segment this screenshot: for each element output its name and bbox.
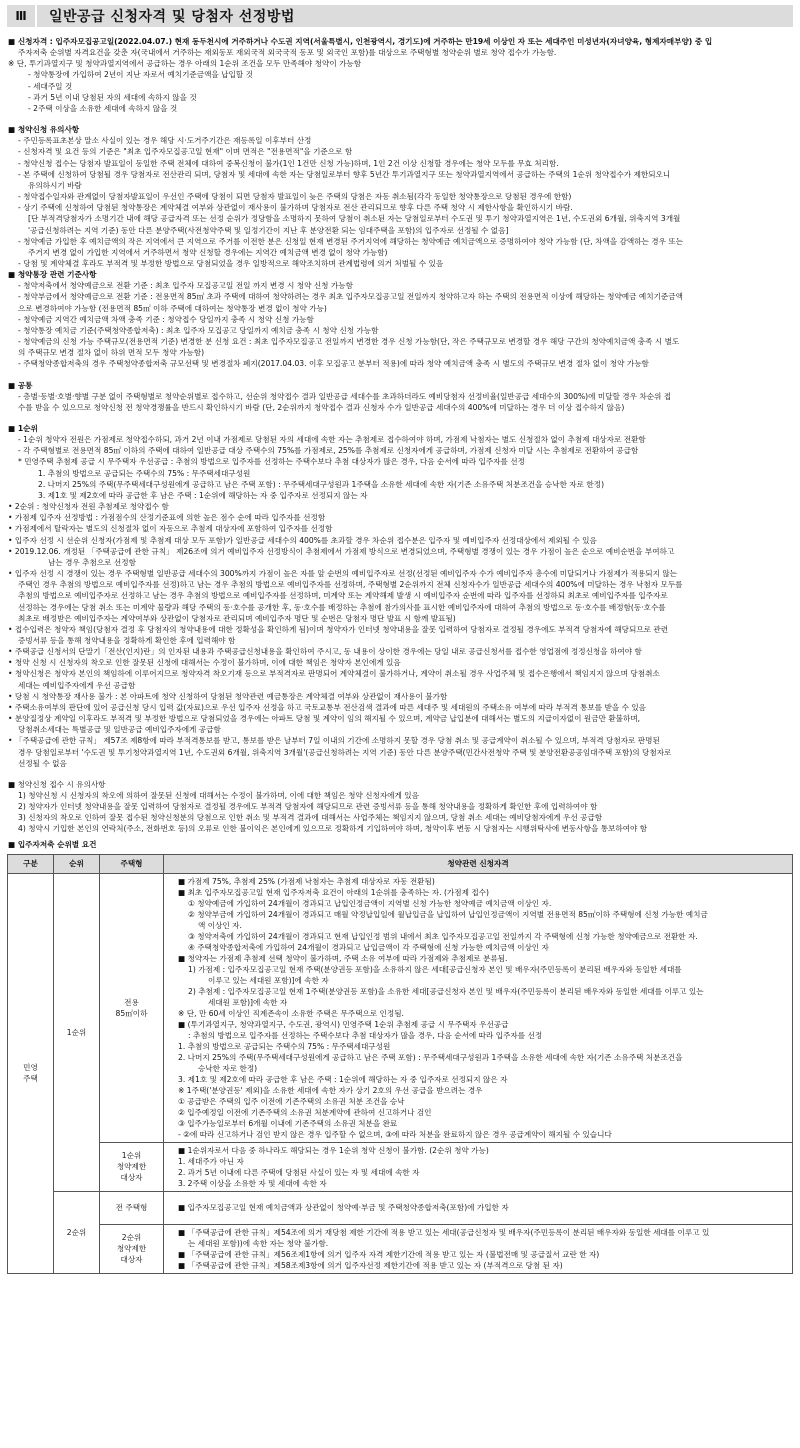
rank2-requirements bbox=[164, 1191, 793, 1224]
table-row bbox=[8, 1191, 793, 1224]
section-title: 일반공급 신청자격 및 당첨자 선정방법 bbox=[49, 9, 295, 25]
header-requirements: 청약관련 신청자격 bbox=[164, 854, 793, 873]
req-line: ■ 가점제 75%, 추첨제 25% (가점제 낙첨자는 추첨제 대상자로 자동 전환됨) bbox=[178, 876, 435, 886]
savings-account-rule: 으로 변경하여야 가능함 (전용면적 85㎡ 이하 주택에 대하여는 청약통장 변경 없이 청약 가능) bbox=[18, 303, 327, 313]
req-line: ■ 1순위자로서 다음 중 하나라도 해당되는 경우 1순위 청약 신청이 불가함. (2순위 청약 가능) bbox=[178, 1145, 489, 1155]
first-rank-rule: 남는 경우 추첨으로 선정함 bbox=[48, 557, 136, 567]
req-line: ※ 1주택('분양권등' 제외)을 소유한 세대에 속한 자가 상기 2호의 우선 공급을 받으려는 경우 bbox=[178, 1085, 483, 1095]
req-line: 3. 제1호 및 제2호에 따라 공급한 후 남은 주택 : 1순위에 해당하는 자 중 입주자로 선정되지 않은 자 bbox=[178, 1074, 508, 1084]
savings-account-rule: - 청약저축에서 청약예금으로 전환 기준 : 최초 입주자 모집공고일 전일 까지 변경 시 청약 신청 가능함 bbox=[18, 281, 353, 291]
first-rank-rule: 당첨취소세대는 특별공급 및 일반공급 예비입주자에게 공급함 bbox=[18, 725, 221, 735]
application-notes-section bbox=[8, 124, 792, 269]
header-type: 구분 bbox=[8, 854, 54, 873]
req-line: ② 청약부금에 가입하여 24개월이 경과되고 매월 약정납입일에 월납입금을 납입하여 납입인정금액이 지역별 전용면적 85㎡이하 주택형에 신청 가능한 예치금 bbox=[188, 909, 708, 919]
first-rank-rule: • 접수입력은 청약자 책임(당첨자 결정 후 당첨자의 청약내용에 대한 정확성을 확인하게 됨)이며 청약자가 인터넷 청약내용을 잘못 입력하여 당첨자로 결정될 경우에도 부적격 당첨자에 해당되므로 관련 bbox=[8, 624, 669, 634]
req-line: ■ 최초 입주자모집공고일 현재 입주자저축 요건이 아래의 1순위를 충족하는 자. (가점제 접수) bbox=[178, 887, 489, 897]
section-number: Ⅲ bbox=[7, 5, 37, 27]
first-rank-rule: • 청약신청은 청약자 본인의 책임하에 이루어지므로 청약자격 착오기재 등으로 부적격자로 판명되어 계약체결이 불가하거나, 계약이 취소될 경우 사업주체 및 접수은행에서 책임지지 않으며 당첨취소 bbox=[8, 669, 660, 679]
req-line: ① 공급받은 주택의 입주 이전에 기존주택의 소유권 처분 조건을 승낙 bbox=[178, 1096, 405, 1106]
req-line: 2. 과거 5년 이내에 다른 주택에 당첨된 사실이 있는 자 및 세대에 속한 자 bbox=[178, 1167, 420, 1177]
req-line: ※ 단, 만 60세 이상인 직계존속이 소유한 주택은 무주택으로 인정됨. bbox=[178, 1008, 404, 1018]
rank2-cell: 2순위 bbox=[54, 1191, 100, 1273]
application-note: - 본 주택에 신청하여 당첨될 경우 당첨자로 전산관리 되며, 당첨자 및 세대에 속한 자는 당첨일로부터 향후 5년간 투기과열지구 또는 청약과열지역에서 공급하는 주택의 1순위 청약접수가 제한되오니 bbox=[18, 169, 671, 179]
application-note: - 청약신청 접수는 당첨자 발표일이 동일한 주택 전체에 대하여 중복신청이 불가(1인 1건만 신청 가능)하며, 1인 2건 이상 신청할 경우에는 청약 모두를 무효 처리함. bbox=[18, 158, 559, 168]
rank2-restrict-requirements bbox=[164, 1224, 793, 1273]
first-rank-rule: • 주택공급 신청서의 단말기「전산(인지)란」의 인자된 내용과 주택공급신청내용을 확인하여 주시고, 동 내용이 상이한 경우에는 당일 내로 공급신청서를 접수한 영업점에 정정신청을 하여야 함 bbox=[8, 647, 642, 657]
first-rank-rule: • 청약 신청 시 신청자의 착오로 인한 잘못된 신청에 대해서는 수정이 불가하며, 이에 대한 책임은 청약자 본인에게 있음 bbox=[8, 658, 401, 668]
requirements-table-title: ■ 입주자저축 순위별 요건 bbox=[8, 839, 97, 849]
savings-account-rule: - 청약예금의 신청 가능 주택규모(전용면적 기준) 변경한 분 신청 요건 : 최초 입주자모집공고 전일까지 변경한 경우 신청 가능함(단, 작은 주택규모로 변경할 경우 해당 구간의 청약예치금액 충족 시 별도 bbox=[18, 337, 680, 347]
first-rank-rule: • 가점제에서 탈락자는 별도의 신청절차 없이 자동으로 추첨제 대상자에 포함하여 입주자를 선정함 bbox=[8, 524, 333, 534]
first-rank-rule: 1. 추첨의 방법으로 공급되는 주택수의 75% : 무주택세대구성원 bbox=[38, 468, 251, 478]
first-rank-rule: • 입주자 선정 시 경쟁이 있는 경우 주택형별 일반공급 세대수의 300%까지 가점이 높은 자를 앞 순번의 예비입주자로 선정(선정된 예비입주자 수가 예비입주자 총수에 미달되거나 가점제가 적용되지 않는 bbox=[8, 569, 677, 579]
first-rank-rule: 증빙서류 등을 통해 청약내용을 정확하게 확인한 후에 입력해야 함 bbox=[18, 635, 236, 645]
rank1-restrict-requirements bbox=[164, 1142, 793, 1191]
first-rank-rule: 선정될 수 없음 bbox=[18, 758, 67, 768]
requirements-table bbox=[7, 854, 793, 1274]
savings-account-rule: - 청약통장 예치금 기준(주택청약종합저축) : 최초 입주자 모집공고 당일까지 예치금 충족 시 청약 신청 가능함 bbox=[18, 325, 379, 335]
submission-note: 1) 청약신청 시 신청자의 착오에 의하여 잘못된 신청에 대해서는 수정이 불가하며, 이에 대한 책임은 청약 신청자에게 있음 bbox=[18, 791, 419, 800]
application-notes-title: ■ 청약신청 유의사항 bbox=[8, 125, 80, 135]
first-rank-rule: 3. 제1호 및 제2호에 따라 공급한 후 남은 주택 : 1순위에 해당하는 자 중 입주자로 선정되지 않는 자 bbox=[38, 490, 368, 500]
req-line: ④ 주택청약종합저축에 가입하여 24개월이 경과되고 납입금액이 각 주택형에 신청 가능한 예치금액 이상인 자 bbox=[188, 942, 549, 952]
first-rank-rule: - 1순위 청약자 전원은 가점제로 청약접수하되, 과거 2년 이내 가점제로 당첨된 자의 세대에 속한 자는 추첨제로 접수하여야 하며, 가점제 낙첨자는 별도 신청절차 없이 추첨제 대상자로 전환함 bbox=[18, 435, 646, 445]
req-line: ③ 입주가능일로부터 6개월 이내에 기존주택의 소유권 처분을 완료 bbox=[178, 1118, 398, 1128]
rank1-restrict-label: 1순위 청약제한 대상자 bbox=[100, 1142, 164, 1191]
req-line: 1. 세대주가 아닌 자 bbox=[178, 1156, 244, 1166]
application-note: '공급신청하려는 지역 기준) 동안 다른 분양주택(사전청약주택 및 일정기간이 지난 후 분양전환 되는 임대주택을 포함)의 입주자로 선정될 수 없음] bbox=[28, 225, 509, 235]
req-line: 1. 추첨의 방법으로 공급되는 주택수의 75% : 무주택세대구성원 bbox=[178, 1041, 391, 1051]
eligibility-condition: - 세대주일 것 bbox=[28, 81, 73, 91]
submission-notes-title: ■ 청약신청 접수 시 유의사항 bbox=[8, 779, 106, 789]
eligibility-line: ■ 신청자격 : 입주자모집공고일(2022.04.07.) 현재 동두천시에 거주하거나 수도권 지역(서울특별시, 인천광역시, 경기도)에 거주하는 만19세 이상인 자 또는 세대주인 미성년자(자녀양육, 형제자매부양) 중 입 bbox=[8, 37, 713, 46]
req-line: 2. 나머지 25%의 주택(무주택세대구성원에게 공급하고 남은 주택 포함) : 무주택세대구성원과 1주택을 소유한 세대에 속한 자(기존 소유주택 처분조건을 bbox=[178, 1052, 683, 1062]
first-rank-rule: 선정하는 경우에는 당첨 취소 또는 미계약 물량과 해당 주택의 동·호수를 공개한 후, 동·호수를 배정하는 추첨에 참가의사를 표시한 예비입주자에 대하여 추첨의 방법으로 동·호수를 배정함(동·호수를 bbox=[18, 602, 666, 612]
req-line: : 추첨의 방법으로 입주자를 선정하는 주택수보다 추첨 대상자가 많을 경우, 다음 순서에 따라 입주자를 선정 bbox=[188, 1030, 543, 1040]
common-section bbox=[8, 380, 792, 413]
req-line: ■ 「주택공급에 관한 규칙」제58조제3항에 의거 입주자선정 제한기간에 적용 받고 있는 자 (부적격으로 당첨 된 자) bbox=[178, 1260, 563, 1270]
first-rank-rule: 2. 나머지 25%의 주택(무주택세대구성원에게 공급하고 남은 주택 포함) : 무주택세대구성원과 1주택을 소유한 세대에 속한 자(기존 소유주택 처분조건을 승낙한 자로 한정) bbox=[38, 479, 605, 489]
house-type-cell: 민영 주택 bbox=[8, 873, 54, 1273]
application-note: [단 부적격당첨자가 소명기간 내에 해당 공급자격 또는 선정 순위가 정당함을 소명하지 못하여 당첨이 취소된 자는 당첨일로부터 수도권 및 투기 청약과열지역은 1년, 수도권외 6개월, 위축지역 3개월 bbox=[28, 214, 681, 224]
req-line: 2) 추첨제 : 입주자모집공고일 현재 1주택(분양권등 포함)을 소유한 세대[공급신청자 본인 및 배우자(주민등록이 분리된 배우자와 동일한 세대를 이루고 있는 bbox=[188, 986, 704, 996]
first-rank-rule: * 민영주택 추첨제 공급 시 무주택자 우선공급 : 추첨의 방법으로 입주자를 선정하는 주택수보다 추첨 대상자가 많은 경우, 다음 순서에 따라 입주자를 선정 bbox=[18, 457, 525, 467]
area-cell: 전용 85㎡이하 bbox=[100, 873, 164, 1142]
req-line: ③ 청약저축에 가입하여 24개월이 경과되고 현재 납입인정 범위 내에서 최초 입주자모집공고일 전일까지 각 주택형에 신청 가능한 청약예금으로 전환한 자. bbox=[188, 931, 698, 941]
eligibility-condition: - 과거 5년 이내 당첨된 자의 세대에 속하지 않을 것 bbox=[28, 92, 197, 102]
req-line: ■ 청약자는 가점제 추첨제 선택 청약이 불가하며, 주택 소유 여부에 따라 가점제와 추첨제로 분류됨. bbox=[178, 953, 508, 963]
rank1-requirements bbox=[164, 873, 793, 1142]
section-header bbox=[7, 5, 793, 27]
application-note: 유의하시기 바람 bbox=[28, 180, 82, 190]
req-line: ② 입주예정일 이전에 기존주택의 소유권 처분계약에 관하여 신고하거나 검인 bbox=[178, 1107, 432, 1117]
all-types-cell: 전 주택형 bbox=[100, 1191, 164, 1224]
rank2-restrict-label: 2순위 청약제한 대상자 bbox=[100, 1224, 164, 1273]
table-row bbox=[8, 873, 793, 1142]
first-rank-rule: 추첨의 방법으로 예비입주자로 선정하고 남는 경우 추첨의 방법으로 예비입주자를 선정하며, 미계약 또는 계약해제 발생 시 예비입주자 순번에 따라 입주자를 선정하되 최초로 예비입주자를 입주자로 bbox=[18, 591, 668, 601]
first-rank-rule: • 가점제 입주자 선정방법 : 가점점수의 산정기준표에 의한 높은 점수 순에 따라 입주자를 선정함 bbox=[8, 513, 326, 523]
first-rank-rule: • 입주자 선정 시 선순위 신청자(가점제 및 추첨제 대상 모두 포함)가 일반공급 세대수의 400%를 초과할 경우 차순위 접수분은 입주자 및 예비입주자 선정대상에서 제외될 수 있음 bbox=[8, 535, 597, 545]
first-rank-rule: 주택인 경우 추첨의 방법으로 예비입주자를 선정)하고 남는 경우 추첨의 방법으로 예비입주자를 선정하며, 주택형별 2순위까지 전체 신청자수가 일반공급 세대수의 400%에 미달하는 경우 낙첨자 모두를 bbox=[18, 580, 683, 590]
table-header-row bbox=[8, 854, 793, 873]
first-rank-rule: • 분양질정상 계약일 이후라도 부적격 및 부정한 방법으로 당첨되었을 경우에는 아파트 당첨 및 계약이 임의 해지될 수 있으며, 계약금 납입분에 대해서는 별도의 지급이자없이 원금만 환불하며, bbox=[8, 714, 641, 724]
savings-account-title: ■ 청약통장 관련 기준사항 bbox=[8, 270, 97, 280]
req-line: 액 이상인 자. bbox=[198, 920, 242, 930]
req-line: 는 세대원 포함))에 속한 자는 청약 불가함. bbox=[188, 1238, 329, 1248]
header-housing: 주택형 bbox=[100, 854, 164, 873]
first-rank-title: ■ 1순위 bbox=[8, 424, 38, 433]
savings-account-section bbox=[8, 269, 792, 369]
eligibility-section bbox=[8, 36, 792, 114]
req-line: ■ 입주자모집공고일 현재 예치금액과 상관없이 청약예·부금 및 주택청약종합저축(포함)에 가입한 자 bbox=[178, 1203, 509, 1213]
req-line: 세대원 포함)]에 속한 자 bbox=[208, 997, 288, 1007]
submission-notes-section bbox=[8, 779, 792, 835]
req-line: 승낙한 자로 한정) bbox=[198, 1063, 258, 1073]
rank1-cell: 1순위 bbox=[54, 873, 100, 1191]
table-row bbox=[8, 1224, 793, 1273]
req-line: ■ 「주택공급에 관한 규칙」제54조에 의거 재당첨 제한 기간에 적용 받고 있는 세대(공급신청자 및 배우자(주민등록이 분리된 배우자와 동일한 세대를 이루고 있 bbox=[178, 1227, 710, 1237]
table-row bbox=[8, 1142, 793, 1191]
common-rule: 수를 받을 수 있으므로 청약신청 전 청약경쟁률을 반드시 확인하시기 바람 (단, 2순위까지 청약접수 결과 신청자 수가 일반공급 세대수의 400%에 미달하는 경우 더 이상 접수하지 않음) bbox=[18, 402, 625, 412]
first-rank-rule: • 주택소유여부의 판단에 있어 공급신청 당시 입력 값(자료)으로 우선 입주자 선정을 하고 국토교통부 전산검색 결과에 따른 세대주 및 세대원의 주택소유 여부에 따라 부적격 통보를 받을 수 있음 bbox=[8, 702, 646, 712]
submission-note: 4) 청약시 기입한 본인의 연락처(주소, 전화번호 등)의 오류로 인한 불이익은 본인에게 있으므로 정확하게 기입하여야 하며, 청약이후 변동 시 당첨자는 시행위탁사에 변동사항을 통보하여야 함 bbox=[18, 824, 648, 834]
first-rank-rule: • 2019.12.06. 개정된 「주택공급에 관한 규칙」 제26조에 의거 예비입주자 선정방식이 추첨제에서 가점제 방식으로 변경되었으며, 주택형별 경쟁이 있는 경우 가점이 높은 순으로 예비순번을 부여하고 bbox=[8, 546, 675, 556]
eligibility-condition: - 2주택 이상을 소유한 세대에 속하지 않을 것 bbox=[28, 103, 178, 113]
req-line: 3. 2주택 이상을 소유한 자 및 세대에 속한 자 bbox=[178, 1178, 327, 1188]
req-line: ① 청약예금에 가입하여 24개월이 경과되고 납입인정금액이 지역별 신청 가능한 청약예금 예치금액 이상인 자. bbox=[188, 898, 552, 908]
req-line: 이루고 있는 세대원 포함)]에 속한 자 bbox=[208, 975, 329, 985]
first-rank-rule: - 각 주택형별로 전용면적 85㎡ 이하의 주택에 대하여 일반공급 대상 주택수의 75%를 가점제로, 25%를 추첨제로 신청자에게 공급하며, 가점제 신청자 미달 시는 추첨제로 전환하여 공급함 bbox=[18, 446, 639, 456]
first-rank-rule: 최초로 배정받은 예비입주자는 계약여부와 상관없이 당첨자로 관리되며 예비입주자 명단 및 순번은 당첨자 명단 발표 시 함께 발표됨) bbox=[18, 613, 456, 623]
req-line: - ②에 따라 신고하거나 검인 받지 않은 경우 입주할 수 없으며, ③에 따라 처분을 완료하지 않은 경우 공급계약이 해지될 수 있습니다 bbox=[178, 1129, 612, 1139]
first-rank-rule: 세대는 예비입주자에게 우선 공급함 bbox=[18, 680, 136, 690]
application-note: - 주민등록표초본상 말소 사실이 있는 경우 해당 시·도거주기간은 재등록일 이후부터 산정 bbox=[18, 136, 312, 146]
application-note: - 상기 주택에 신청하여 당첨된 청약통장은 계약체결 여부와 상관없이 재사용이 불가하며 당첨자로 전산 관리되므로 향후 다른 주택 청약 시 제한사항을 확인하시기 바람. bbox=[18, 203, 573, 213]
document-body bbox=[8, 36, 792, 1274]
first-rank-rule: • 「주택공급에 관한 규칙」 제57조 제8항에 따라 부적격통보를 받고, 통보를 받은 날부터 7일 이내의 기간에 소명하지 못할 경우 당첨 취소 및 공급계약이 취소될 수 있으며, 부적격 당첨자로 판명된 bbox=[8, 736, 660, 746]
savings-account-rule: - 청약부금에서 청약예금으로 전환 기준 : 전용면적 85㎡ 초과 주택에 대하여 청약하려는 경우 최초 입주자모집공고일 전일까지 청약하고자 하는 주택의 전용면적 이상에 해당하는 청약예금 예치기준금액 bbox=[18, 292, 683, 302]
first-rank-rule: • 2순위 : 청약신청자 전원 추첨제로 청약접수 함 bbox=[8, 502, 169, 512]
application-note: - 당첨 및 계약체결 후라도 부적격 및 부정한 방법으로 당첨되었을 경우 일방적으로 해약조치하며 관계법령에 의거 처벌될 수 있음 bbox=[18, 258, 444, 268]
header-rank: 순위 bbox=[54, 854, 100, 873]
common-rule: - 층별·동별·호별·향별 구분 없이 주택형별로 청약순위별로 접수하고, 선순위 청약접수 결과 일반공급 세대수를 초과하더라도 예비당첨자 선정비율(일반공급 세대수의 300%)에 미달할 경우 차순위 접 bbox=[18, 391, 672, 401]
application-note: - 청약예금 가입한 후 예치금액의 작은 지역에서 큰 지역으로 주거를 이전한 분은 신청일 현재 변경된 주거지역에 해당하는 청약예금 예치금액으로 증명하여야 청약 가능함 (단, 차액을 감액하는 경우 또는 bbox=[18, 236, 684, 246]
savings-account-rule: - 주택청약종합저축의 경우 주택청약종합저축 규모선택 및 변경절차 폐지(2017.04.03. 이후 모집공고 분부터 적용)에 따라 청약 예치금액 충족 시 별도의 주택규모 변경 절차 없이 청약 가능함 bbox=[18, 359, 649, 369]
savings-account-rule: - 청약예금 지역간 예치금액 차액 충족 기준 : 청약접수 당일까지 충족 시 청약 신청 가능함 bbox=[18, 314, 314, 324]
submission-note: 2) 청약자가 인터넷 청약내용을 잘못 입력하여 당첨자로 결정될 경우에도 부적격 당첨자에 해당되므로 관련 증빙서류 등을 통해 청약내용을 정확하게 확인한 후에 입력하여야 함 bbox=[18, 802, 598, 812]
req-line: ■ (투기과열지구, 청약과열지구, 수도권, 광역시) 민영주택 1순위 추첨제 공급 시 무주택자 우선공급 bbox=[178, 1019, 509, 1029]
application-note: - 신청자격 및 요건 등의 기준은 "최초 입주자모집공고일 현재" 이며 면적은 "전용면적"을 기준으로 함 bbox=[18, 147, 353, 157]
eligibility-condition: - 청약통장에 가입하여 2년이 지난 자로서 예치기준금액을 납입할 것 bbox=[28, 70, 253, 80]
eligibility-line: 주자저축 순위별 자격요건을 갖춘 자(국내에서 거주하는 재외동포 재외국적 외국국적 동포 및 외국인 포함)를 대상으로 주택형별 청약순위 별로 청약 접수가 가능함. bbox=[18, 48, 557, 58]
application-note: 주거지 변경 없이 가입한 지역에서 거주하면서 청약 신청할 경우에는 지역간 예치금액 변경 없이 청약 가능함) bbox=[28, 247, 388, 257]
first-rank-section bbox=[8, 423, 792, 769]
submission-note: 3) 신청자의 착오로 인하여 잘못 접수된 청약신청분의 당첨으로 인한 취소 및 부적격 결과에 대해서는 사업주체는 책임지지 않으며, 당첨 취소 세대는 예비당첨자에게 우선 공급함 bbox=[18, 813, 603, 823]
application-note: - 청약접수일자와 관계없이 당첨자발표일이 우선인 주택에 당첨이 되면 당첨자 발표일이 늦은 주택의 당첨은 자동 취소됨(각각 동일한 청약통장으로 당첨된 경우에 한함) bbox=[18, 192, 572, 202]
eligibility-note: ※ 단, 투기과열지구 및 청약과열지역에서 공급하는 경우 아래의 1순위 조건을 모두 만족해야 청약이 가능함 bbox=[8, 59, 362, 69]
first-rank-rule: • 당첨 시 청약통장 재사용 불가 : 본 아파트에 청약 신청하여 당첨된 청약관련 예금통장은 계약체결 여부와 상관없이 재사용이 불가함 bbox=[8, 691, 448, 701]
req-line: ■ 「주택공급에 관한 규칙」제56조제1항에 의거 입주자 자격 제한기간에 적용 받고 있는 자 (불법전매 및 공급질서 교란 한 자) bbox=[178, 1249, 600, 1259]
common-title: ■ 공통 bbox=[8, 380, 33, 390]
savings-account-rule: 의 주택규모 변경 절차 없이 하위 면적 모두 청약 가능함) bbox=[18, 348, 205, 358]
first-rank-rule: 경우 당첨일로부터 '수도권 및 투기청약과열지역 1년, 수도권외 6개월, 위축지역 3개월'(공급신청하려는 지역 기준) 동안 다른 분양주택(민간사전청약 주택 및 분양전환공공임대주택 포함)의 당첨자로 bbox=[18, 747, 672, 757]
req-line: 1) 가점제 : 입주자모집공고일 현재 주택(분양권등 포함)을 소유하지 않은 세대[공급신청자 본인 및 배우자(주민등록이 분리된 배우자와 동일한 세대를 bbox=[188, 964, 682, 974]
